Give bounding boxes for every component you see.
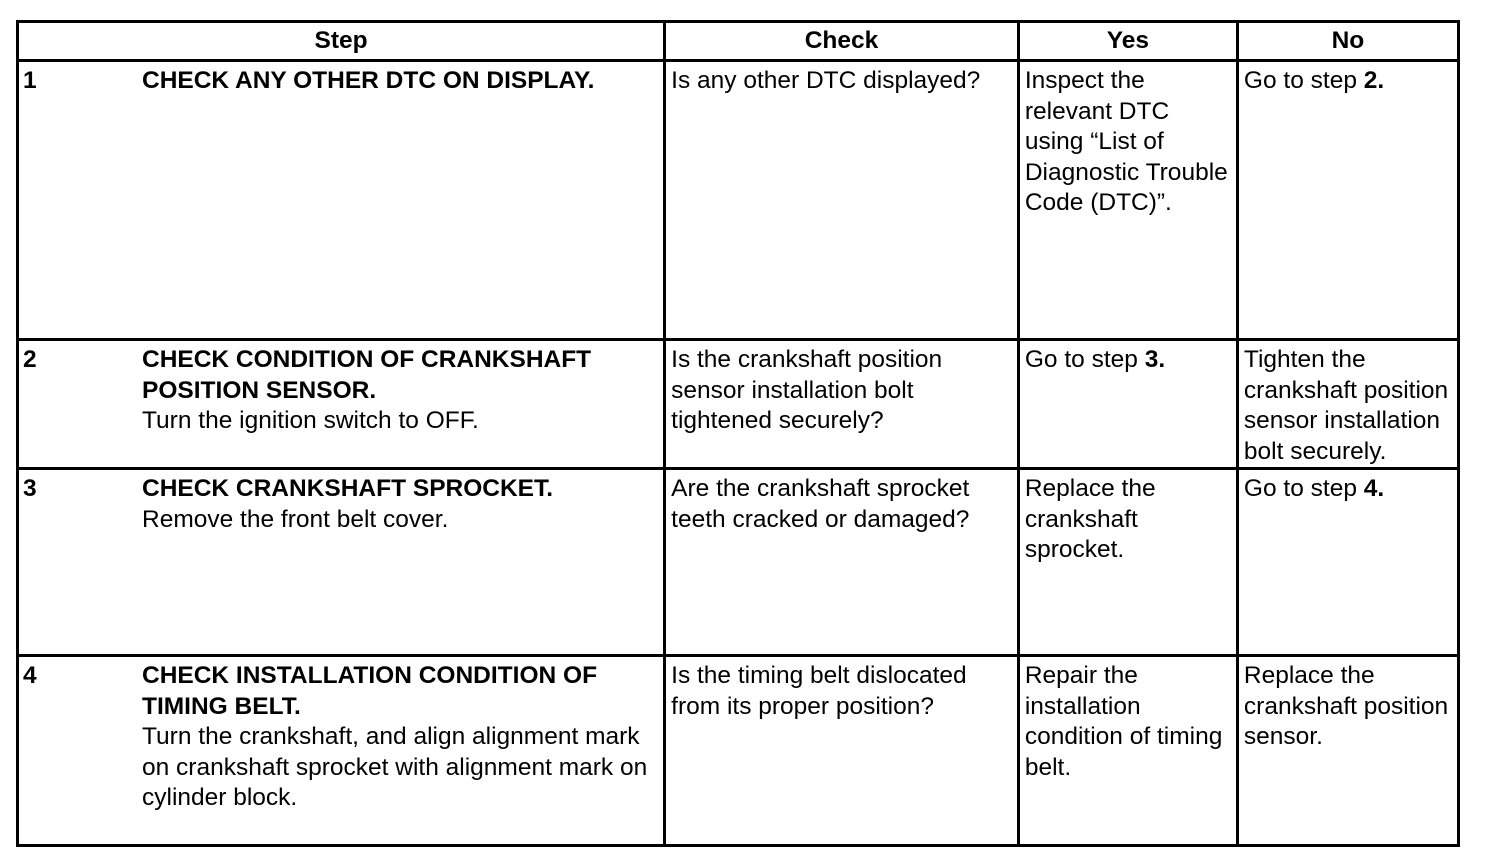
no-cell (1237, 340, 1458, 469)
yes-cell (1018, 656, 1237, 846)
diagnostic-table (16, 20, 1460, 847)
yes-cell (1018, 469, 1237, 656)
step-title: CHECK ANY OTHER DTC ON DISPLAY. (142, 67, 595, 94)
step-detail: Turn the crankshaft, and align alignment mark on crankshaft sprocket with alignment mark on cylinder block. (142, 723, 648, 811)
step-detail: Remove the front belt cover. (142, 505, 449, 533)
check-text: Is the timing belt dislocated from its proper position? (671, 662, 967, 720)
header-no: No (1237, 22, 1458, 61)
yes-prefix: Go to step (1024, 346, 1145, 373)
yes-text: Replace the crankshaft sprocket. (1024, 475, 1156, 563)
step-title: CHECK INSTALLATION CONDITION OF TIMING BELT. (142, 662, 598, 720)
no-prefix: Go to step (1243, 475, 1364, 502)
table-row (18, 656, 1459, 846)
table-row (18, 469, 1459, 656)
step-detail: Turn the ignition switch to OFF. (142, 407, 479, 434)
step-cell (18, 469, 665, 656)
yes-text: Inspect the relevant DTC using “List of Diagnostic Trouble Code (DTC)”. (1024, 67, 1228, 216)
no-text: Replace the crankshaft position sensor. (1243, 662, 1449, 750)
step-reference: 2. (1363, 67, 1385, 94)
step-cell (18, 61, 665, 340)
step-number: 3 (23, 475, 37, 502)
yes-cell (1018, 61, 1237, 340)
check-cell (665, 61, 1019, 340)
step-title: CHECK CRANKSHAFT SPROCKET. (142, 475, 554, 502)
yes-text: Repair the installation condition of timing belt. (1024, 662, 1223, 781)
no-cell (1237, 61, 1458, 340)
no-cell (1237, 656, 1458, 846)
no-text (1244, 474, 1451, 505)
check-cell (665, 469, 1019, 656)
step-number: 4 (23, 662, 37, 689)
step-number: 2 (23, 346, 37, 373)
no-text (1244, 66, 1451, 97)
header-row (18, 22, 1459, 61)
check-cell (665, 656, 1019, 846)
step-reference: 4. (1363, 475, 1385, 502)
table-row (18, 340, 1459, 469)
step-cell (18, 656, 665, 846)
step-number: 1 (23, 67, 37, 94)
header-step: Step (18, 22, 665, 61)
check-text: Are the crankshaft sprocket teeth cracked or damaged? (671, 475, 970, 533)
yes-cell (1018, 340, 1237, 469)
no-cell (1237, 469, 1458, 656)
header-yes: Yes (1018, 22, 1237, 61)
step-reference: 3. (1144, 346, 1166, 373)
check-cell (665, 340, 1019, 469)
no-text: Tighten the crankshaft position sensor installation bolt securely. (1243, 346, 1449, 465)
step-title: CHECK CONDITION OF CRANKSHAFT POSITION SENSOR. (142, 346, 592, 404)
yes-text (1025, 345, 1230, 376)
header-check: Check (665, 22, 1019, 61)
check-text: Is any other DTC displayed? (671, 67, 981, 94)
step-cell (18, 340, 665, 469)
no-prefix: Go to step (1243, 67, 1364, 94)
table-row (18, 61, 1459, 340)
check-text: Is the crankshaft position sensor installation bolt tightened securely? (671, 346, 943, 434)
